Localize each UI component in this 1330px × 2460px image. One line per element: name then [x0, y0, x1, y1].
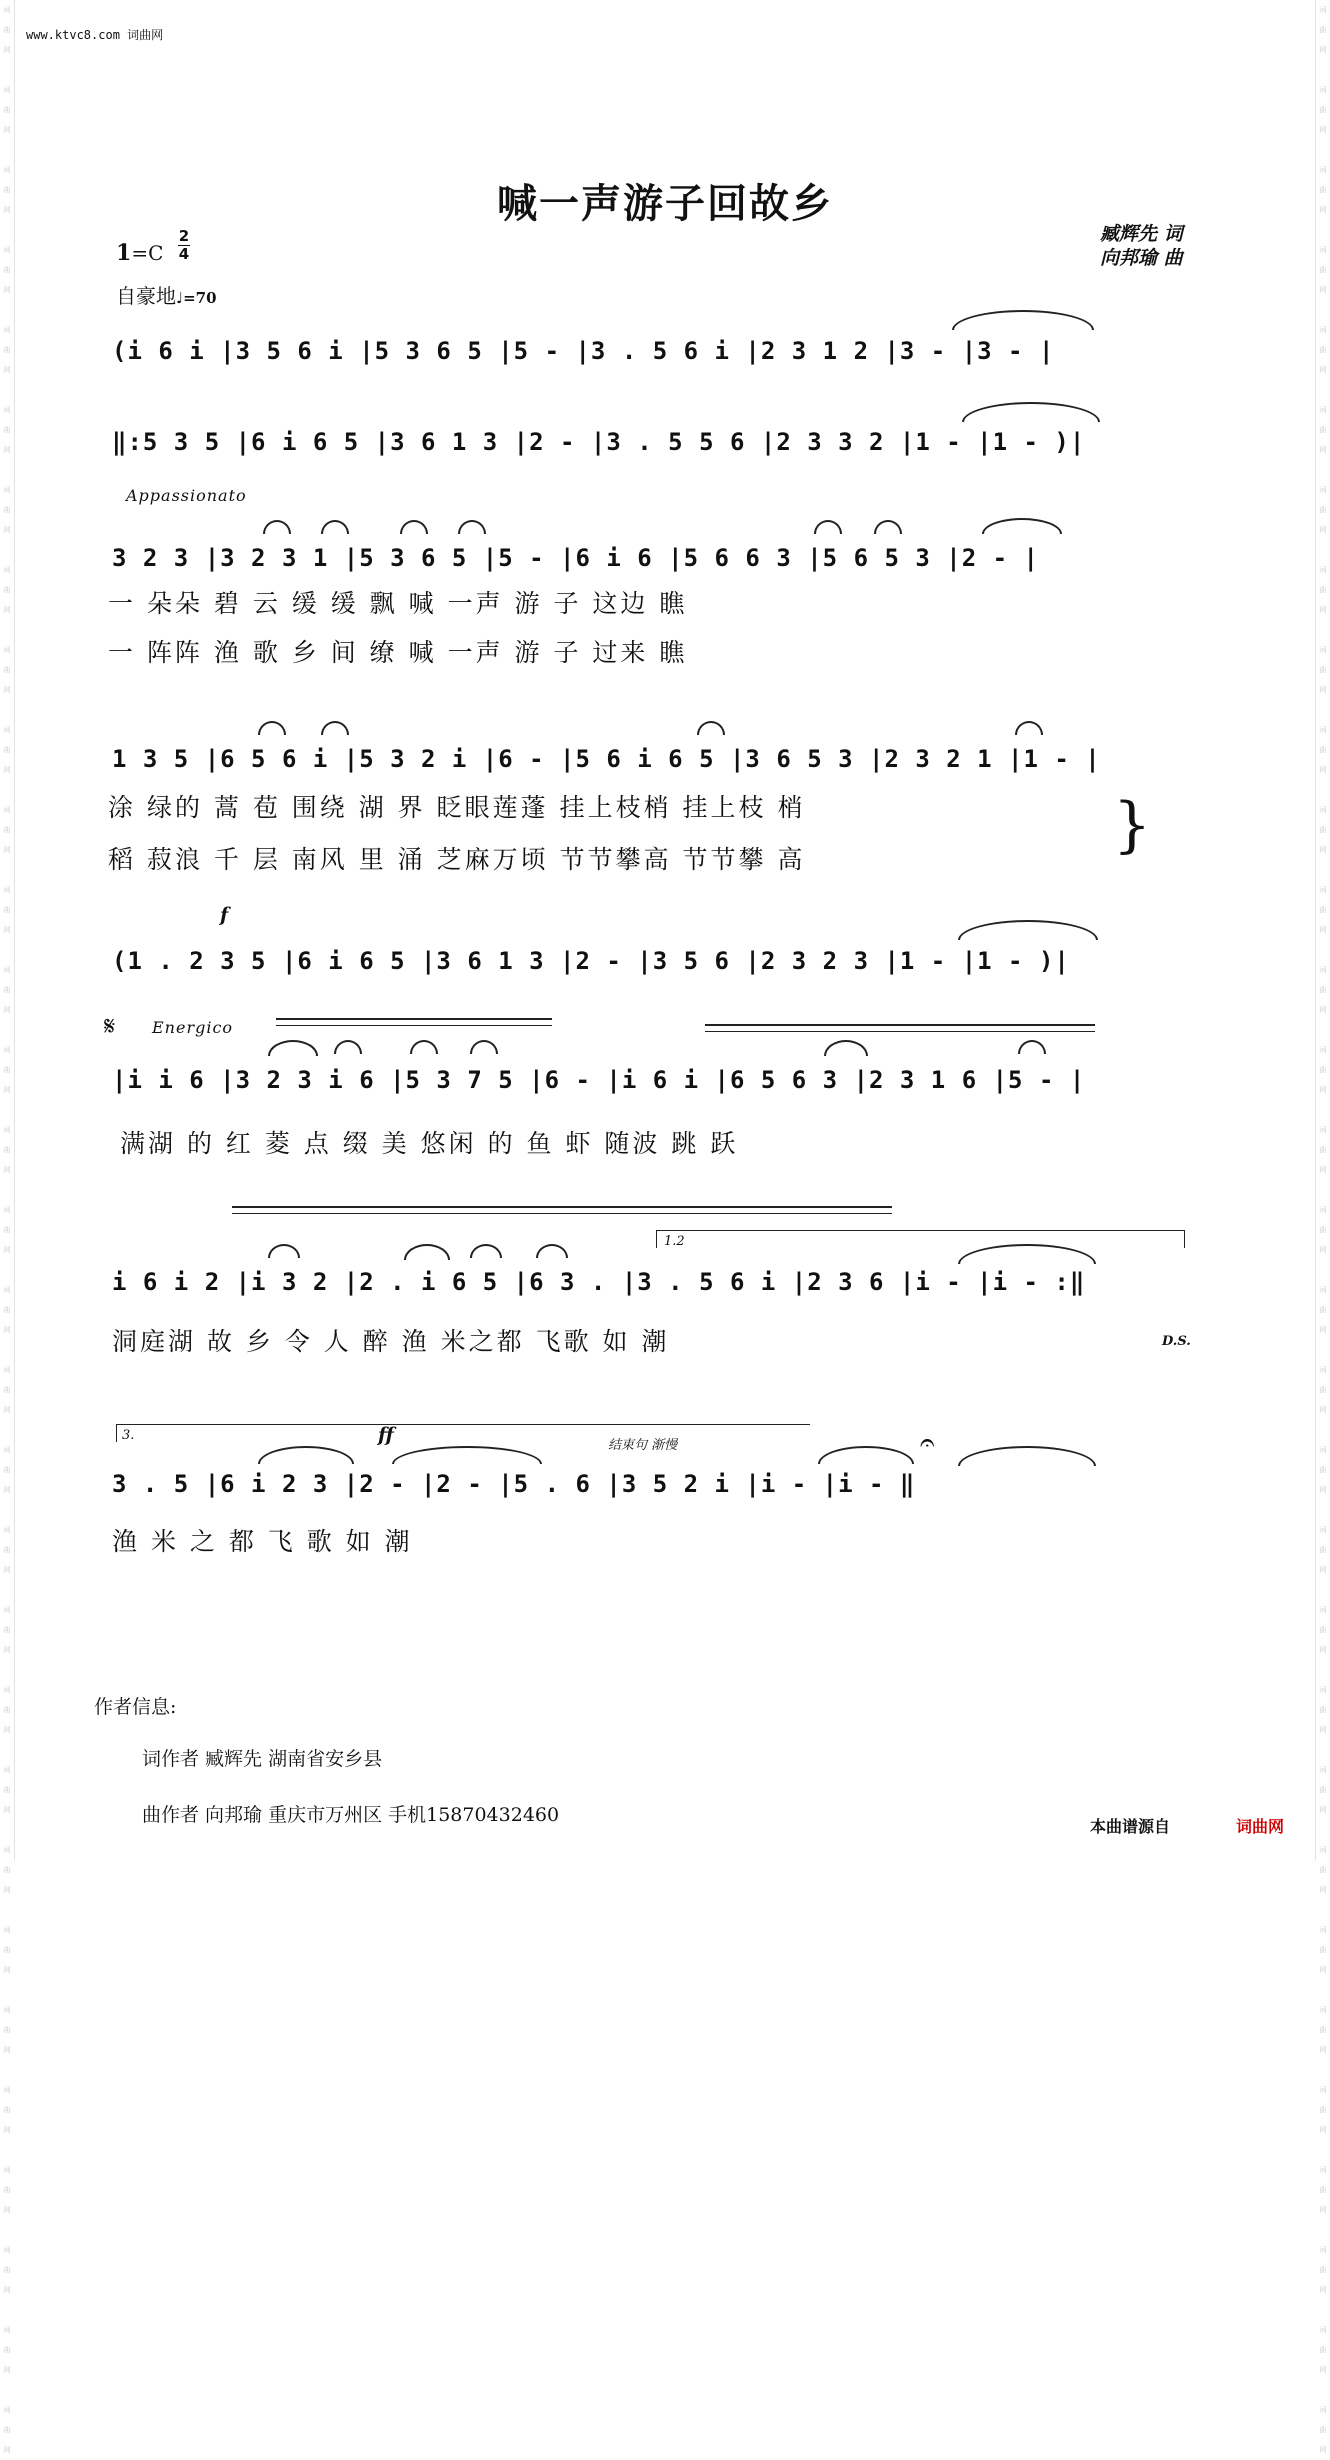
- tie-slur: [958, 1446, 1096, 1466]
- lyrics-row-7: 洞庭湖 故 乡 令 人 醉 渔 米之都 飞歌 如 潮: [112, 1327, 670, 1356]
- lyrics-row-3-verse-1: 一 朵朵 碧 云 缓 缓 飘 喊 一声 游 子 这边 瞧: [108, 589, 688, 618]
- time-signature: [178, 228, 190, 263]
- tie-slur: [958, 1244, 1096, 1264]
- dynamic-ff: ff: [378, 1424, 394, 1446]
- slur: [258, 721, 286, 735]
- slur: [814, 520, 842, 534]
- segno-sign: 𝄋: [104, 1012, 116, 1042]
- slur: [470, 1040, 498, 1054]
- dynamic-f: f: [220, 904, 229, 926]
- score-row-4: 1 3 5 |6 5 6 i |5 3 2 i |6 - |5 6 i 6 5 |3 6 5 3 |2 3 2 1 |1 - |: [112, 745, 1101, 773]
- key-signature: [116, 240, 163, 266]
- meter-top: 2: [178, 227, 190, 245]
- decrescendo-line: [232, 1213, 892, 1214]
- metronome-mark: ♩=70: [176, 289, 217, 307]
- song-title: 喊一声游子回故乡: [497, 180, 833, 227]
- score-row-1: (i 6 i |3 5 6 i |5 3 6 5 |5 - |3 . 5 6 i |2 3 1 2 |3 - |3 - |: [112, 337, 1055, 365]
- score-row-5: (1 . 2 3 5 |6 i 6 5 |3 6 1 3 |2 - |3 5 6 |2 3 2 3 |1 - |1 - )|: [112, 947, 1070, 975]
- score-row-8: 3 . 5 |6 i 2 3 |2 - |2 - |5 . 6 |3 5 2 i |i - |i - ‖: [112, 1470, 916, 1498]
- score-row-2: ‖:5 3 5 |6 i 6 5 |3 6 1 3 |2 - |3 . 5 5 6 |2 3 3 2 |1 - |1 - )|: [112, 428, 1086, 456]
- slur: [818, 1446, 914, 1464]
- volta-bracket-edge: [656, 1230, 657, 1248]
- lyricist-credit: 臧辉先 词: [1100, 223, 1183, 245]
- slur: [982, 518, 1062, 534]
- slur: [321, 520, 349, 534]
- right-watermark-strip: 词 曲 网 词 曲 网 词 曲 网 词 曲 网 词 曲 网 词 曲 网 词 曲 网 词 曲 网 词 曲 网 词 曲 网 词 曲 网 词 曲 网 词 曲 网 词 曲 网 词 曲 网 词 曲 网 词 曲 网 词 曲 网 词 曲 网 词 曲 网 词 曲 网 词 曲 网 词 曲 网 词 曲 网 词 曲 网 词 曲 网 词 曲 网 词 曲 网 词 曲 网 词 曲 网 词 曲 网: [1315, 0, 1330, 1860]
- volta-bracket-1-2: [656, 1230, 1184, 1231]
- dal-segno-mark: D.S.: [1162, 1334, 1191, 1349]
- slur: [268, 1244, 300, 1258]
- volta-label-3: 3.: [122, 1428, 135, 1443]
- expression-energico: Energico: [152, 1018, 234, 1037]
- score-row-7: i 6 i 2 |i 3 2 |2 . i 6 5 |6 3 . |3 . 5 6 i |2 3 6 |i - |i - :‖: [112, 1268, 1086, 1296]
- tie-slur: [392, 1446, 542, 1464]
- tie-slur: [952, 310, 1094, 330]
- key-prefix: 1: [116, 240, 132, 266]
- lyrics-row-4-verse-1: 涂 绿的 蒿 苞 围绕 湖 界 眨眼莲蓬 挂上枝梢 挂上枝 梢: [108, 793, 806, 822]
- slur: [536, 1244, 568, 1258]
- slur: [1015, 721, 1043, 735]
- lyrics-row-8: 渔 米 之 都 飞 歌 如 潮: [112, 1527, 413, 1556]
- volta-bracket-edge: [1184, 1230, 1185, 1248]
- tie-slur: [958, 920, 1098, 940]
- ending-tempo-note: 结束句 渐慢: [608, 1438, 678, 1453]
- score-row-6: |i i 6 |3 2 3 i 6 |5 3 7 5 |6 - |i 6 i |6 5 6 3 |2 3 1 6 |5 - |: [112, 1066, 1086, 1094]
- site-url[interactable]: www.ktvc8.com 词曲网: [26, 28, 164, 42]
- slur: [334, 1040, 362, 1054]
- slur: [697, 721, 725, 735]
- composer-info: 曲作者 向邦瑜 重庆市万州区 手机15870432460: [142, 1804, 560, 1826]
- key-text: =C: [131, 241, 164, 265]
- meter-bottom: 4: [178, 245, 190, 263]
- crescendo-line: [705, 1024, 1095, 1026]
- lyricist-info: 词作者 臧辉先 湖南省安乡县: [142, 1748, 383, 1770]
- slur: [404, 1244, 450, 1260]
- crescendo-line: [705, 1031, 1095, 1032]
- composer-credit: 向邦瑜 曲: [1100, 247, 1183, 269]
- slur: [258, 1446, 354, 1464]
- slur: [268, 1040, 318, 1056]
- slur: [470, 1244, 502, 1258]
- slur: [1018, 1040, 1046, 1054]
- slur: [400, 520, 428, 534]
- slur: [458, 520, 486, 534]
- crescendo-line: [276, 1018, 552, 1020]
- tie-slur: [962, 402, 1100, 422]
- lyrics-row-3-verse-2: 一 阵阵 渔 歌 乡 间 缭 喊 一声 游 子 过来 瞧: [108, 638, 688, 667]
- volta-bracket-3: [116, 1424, 810, 1425]
- slur: [321, 721, 349, 735]
- left-watermark-strip: 词 曲 网 词 曲 网 词 曲 网 词 曲 网 词 曲 网 词 曲 网 词 曲 网 词 曲 网 词 曲 网 词 曲 网 词 曲 网 词 曲 网 词 曲 网 词 曲 网 词 曲 网 词 曲 网 词 曲 网 词 曲 网 词 曲 网 词 曲 网 词 曲 网 词 曲 网 词 曲 网 词 曲 网 词 曲 网 词 曲 网 词 曲 网 词 曲 网 词 曲 网 词 曲 网 词 曲 网: [0, 0, 15, 1860]
- slur: [263, 520, 291, 534]
- tempo-marking: [116, 280, 217, 309]
- credits: [1100, 222, 1183, 270]
- crescendo-line: [276, 1025, 552, 1026]
- volta-bracket-edge: [116, 1424, 117, 1442]
- expression-appassionato: Appassionato: [126, 486, 247, 505]
- footer-source: 本曲谱源自: [1090, 1817, 1171, 1836]
- author-info-heading: 作者信息:: [94, 1696, 177, 1718]
- slur: [410, 1040, 438, 1054]
- footer-logo[interactable]: 词曲网: [1236, 1817, 1285, 1836]
- lyrics-row-6: 满湖 的 红 菱 点 缀 美 悠闲 的 鱼 虾 随波 跳 跃: [120, 1129, 739, 1158]
- decrescendo-line: [232, 1206, 892, 1208]
- slur: [824, 1040, 868, 1056]
- volta-label-1-2: 1.2: [664, 1234, 685, 1249]
- score-row-3: 3 2 3 |3 2 3 1 |5 3 6 5 |5 - |6 i 6 |5 6 6 3 |5 6 5 3 |2 - |: [112, 544, 1039, 572]
- fermata-sign: 𝄐: [920, 1428, 935, 1458]
- lyrics-row-4-verse-2: 稻 菽浪 千 层 南风 里 涌 芝麻万顷 节节攀高 节节攀 高: [108, 845, 806, 874]
- verse-brace: }: [1113, 790, 1152, 860]
- tempo-text: 自豪地: [116, 284, 176, 308]
- slur: [874, 520, 902, 534]
